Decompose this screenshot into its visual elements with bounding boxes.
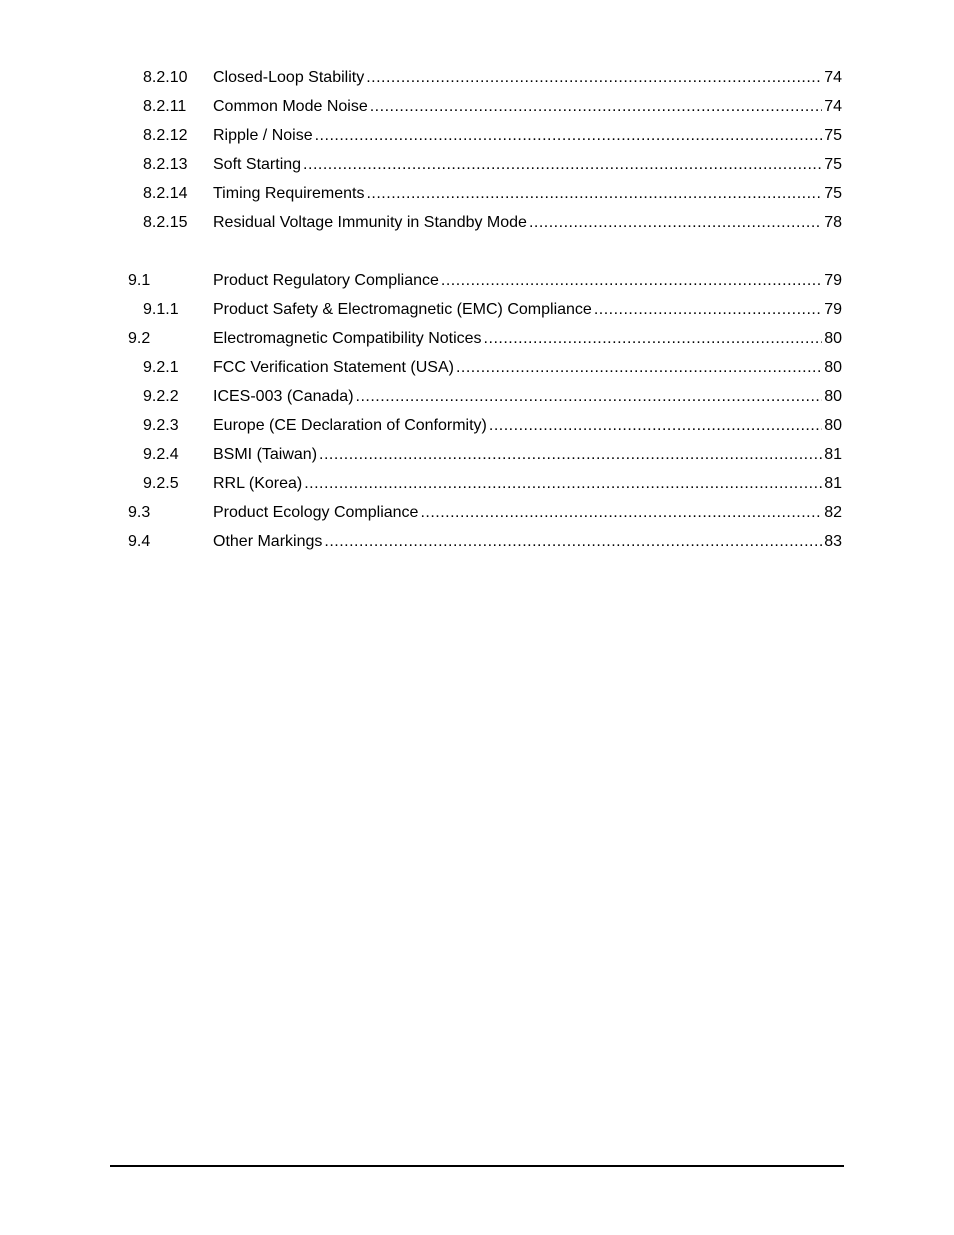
toc-entry-line: [213, 353, 842, 382]
toc-entry-page: 75: [824, 156, 842, 173]
toc-entry-number: 8.2.14: [143, 185, 188, 202]
toc-entry-page: 80: [824, 359, 842, 376]
dot-leader: [456, 353, 822, 382]
toc-entry-9-4[interactable]: [0, 527, 954, 556]
dot-leader: [304, 469, 822, 498]
dot-leader: [370, 92, 822, 121]
toc-entry-title: Product Ecology Compliance: [213, 504, 419, 521]
toc-entry-number: 9.2.1: [143, 359, 179, 376]
toc-entry-line: [213, 527, 842, 556]
toc-entry-title: RRL (Korea): [213, 475, 303, 492]
toc-entry-8-2-15[interactable]: [0, 208, 954, 237]
dot-leader: [594, 295, 822, 324]
toc-entry-page: 74: [824, 69, 842, 86]
toc-entry-page: 80: [824, 417, 842, 434]
toc-entry-title: Soft Starting: [213, 156, 302, 173]
toc-entry-number: 9.1: [128, 272, 151, 289]
toc-entry-line: [213, 179, 842, 208]
toc-entry-9-2-4[interactable]: [0, 440, 954, 469]
toc-entry-9-3[interactable]: [0, 498, 954, 527]
toc-entry-number: 8.2.12: [143, 127, 188, 144]
toc-entry-title: Europe (CE Declaration of Conformity): [213, 417, 487, 434]
dot-leader: [529, 208, 822, 237]
toc-entry-page: 74: [824, 98, 842, 115]
toc-entry-9-1-1[interactable]: [0, 295, 954, 324]
toc-entry-number: 9.2.4: [143, 446, 179, 463]
toc-entry-9-1[interactable]: [0, 266, 954, 295]
toc-entry-line: [213, 382, 842, 411]
toc-entry-number: 9.2.3: [143, 417, 179, 434]
toc-entry-page: 81: [824, 475, 842, 492]
toc-entry-line: [213, 324, 842, 353]
dot-leader: [315, 121, 823, 150]
toc-entry-page: 79: [824, 301, 842, 318]
toc-entry-title: Ripple / Noise: [213, 127, 313, 144]
toc-entry-line: [213, 150, 842, 179]
toc-entry-line: [213, 469, 842, 498]
toc-entry-page: 81: [824, 446, 842, 463]
toc-entry-8-2-11[interactable]: [0, 92, 954, 121]
dot-leader: [366, 63, 822, 92]
dot-leader: [441, 266, 822, 295]
toc-entry-number: 8.2.15: [143, 214, 188, 231]
toc-entry-number: 9.2.5: [143, 475, 179, 492]
toc-entry-page: 78: [824, 214, 842, 231]
toc-entry-number: 8.2.11: [143, 98, 187, 115]
toc-entry-number: 8.2.13: [143, 156, 188, 173]
toc-entry-line: [213, 266, 842, 295]
toc-entry-9-2[interactable]: [0, 324, 954, 353]
toc-entry-title: Common Mode Noise: [213, 98, 368, 115]
dot-leader: [356, 382, 823, 411]
toc-entry-line: [213, 498, 842, 527]
toc-entry-page: 79: [824, 272, 842, 289]
toc-entry-line: [213, 295, 842, 324]
toc-entry-9-2-1[interactable]: [0, 353, 954, 382]
toc-entry-8-2-10[interactable]: [0, 63, 954, 92]
toc-entry-title: Residual Voltage Immunity in Standby Mode: [213, 214, 527, 231]
toc-entry-9-2-2[interactable]: [0, 382, 954, 411]
dot-leader: [489, 411, 822, 440]
toc-entry-line: [213, 92, 842, 121]
dot-leader: [420, 498, 822, 527]
toc-entry-page: 83: [824, 533, 842, 550]
toc-entry-9-2-3[interactable]: [0, 411, 954, 440]
toc-entry-8-2-12[interactable]: [0, 121, 954, 150]
toc-entry-line: [213, 411, 842, 440]
toc-entry-page: 80: [824, 330, 842, 347]
toc-entry-title: Product Safety & Electromagnetic (EMC) Compliance: [213, 301, 592, 318]
toc-entry-title: Electromagnetic Compatibility Notices: [213, 330, 482, 347]
toc-entry-page: 75: [824, 127, 842, 144]
toc-entry-line: [213, 63, 842, 92]
toc-entry-title: Timing Requirements: [213, 185, 365, 202]
footer-divider: [110, 1165, 844, 1167]
toc-entry-number: 8.2.10: [143, 69, 188, 86]
toc-entry-title: ICES-003 (Canada): [213, 388, 354, 405]
toc-entry-title: Product Regulatory Compliance: [213, 272, 439, 289]
table-of-contents: [0, 63, 954, 556]
dot-leader: [484, 324, 823, 353]
toc-entry-line: [213, 208, 842, 237]
dot-leader: [366, 179, 822, 208]
toc-entry-8-2-13[interactable]: [0, 150, 954, 179]
toc-entry-title: Closed-Loop Stability: [213, 69, 365, 86]
dot-leader: [319, 440, 822, 469]
dot-leader: [324, 527, 822, 556]
toc-entry-title: BSMI (Taiwan): [213, 446, 318, 463]
toc-entry-number: 9.2: [128, 330, 151, 347]
toc-entry-title: FCC Verification Statement (USA): [213, 359, 454, 376]
toc-entry-title: Other Markings: [213, 533, 323, 550]
toc-entry-line: [213, 440, 842, 469]
toc-entry-page: 80: [824, 388, 842, 405]
toc-entry-9-2-5[interactable]: [0, 469, 954, 498]
toc-entry-number: 9.2.2: [143, 388, 179, 405]
toc-entry-8-2-14[interactable]: [0, 179, 954, 208]
toc-entry-page: 82: [824, 504, 842, 521]
toc-entry-number: 9.3: [128, 504, 151, 521]
toc-entry-page: 75: [824, 185, 842, 202]
toc-entry-number: 9.4: [128, 533, 151, 550]
toc-entry-line: [213, 121, 842, 150]
toc-entry-number: 9.1.1: [143, 301, 179, 318]
dot-leader: [303, 150, 822, 179]
